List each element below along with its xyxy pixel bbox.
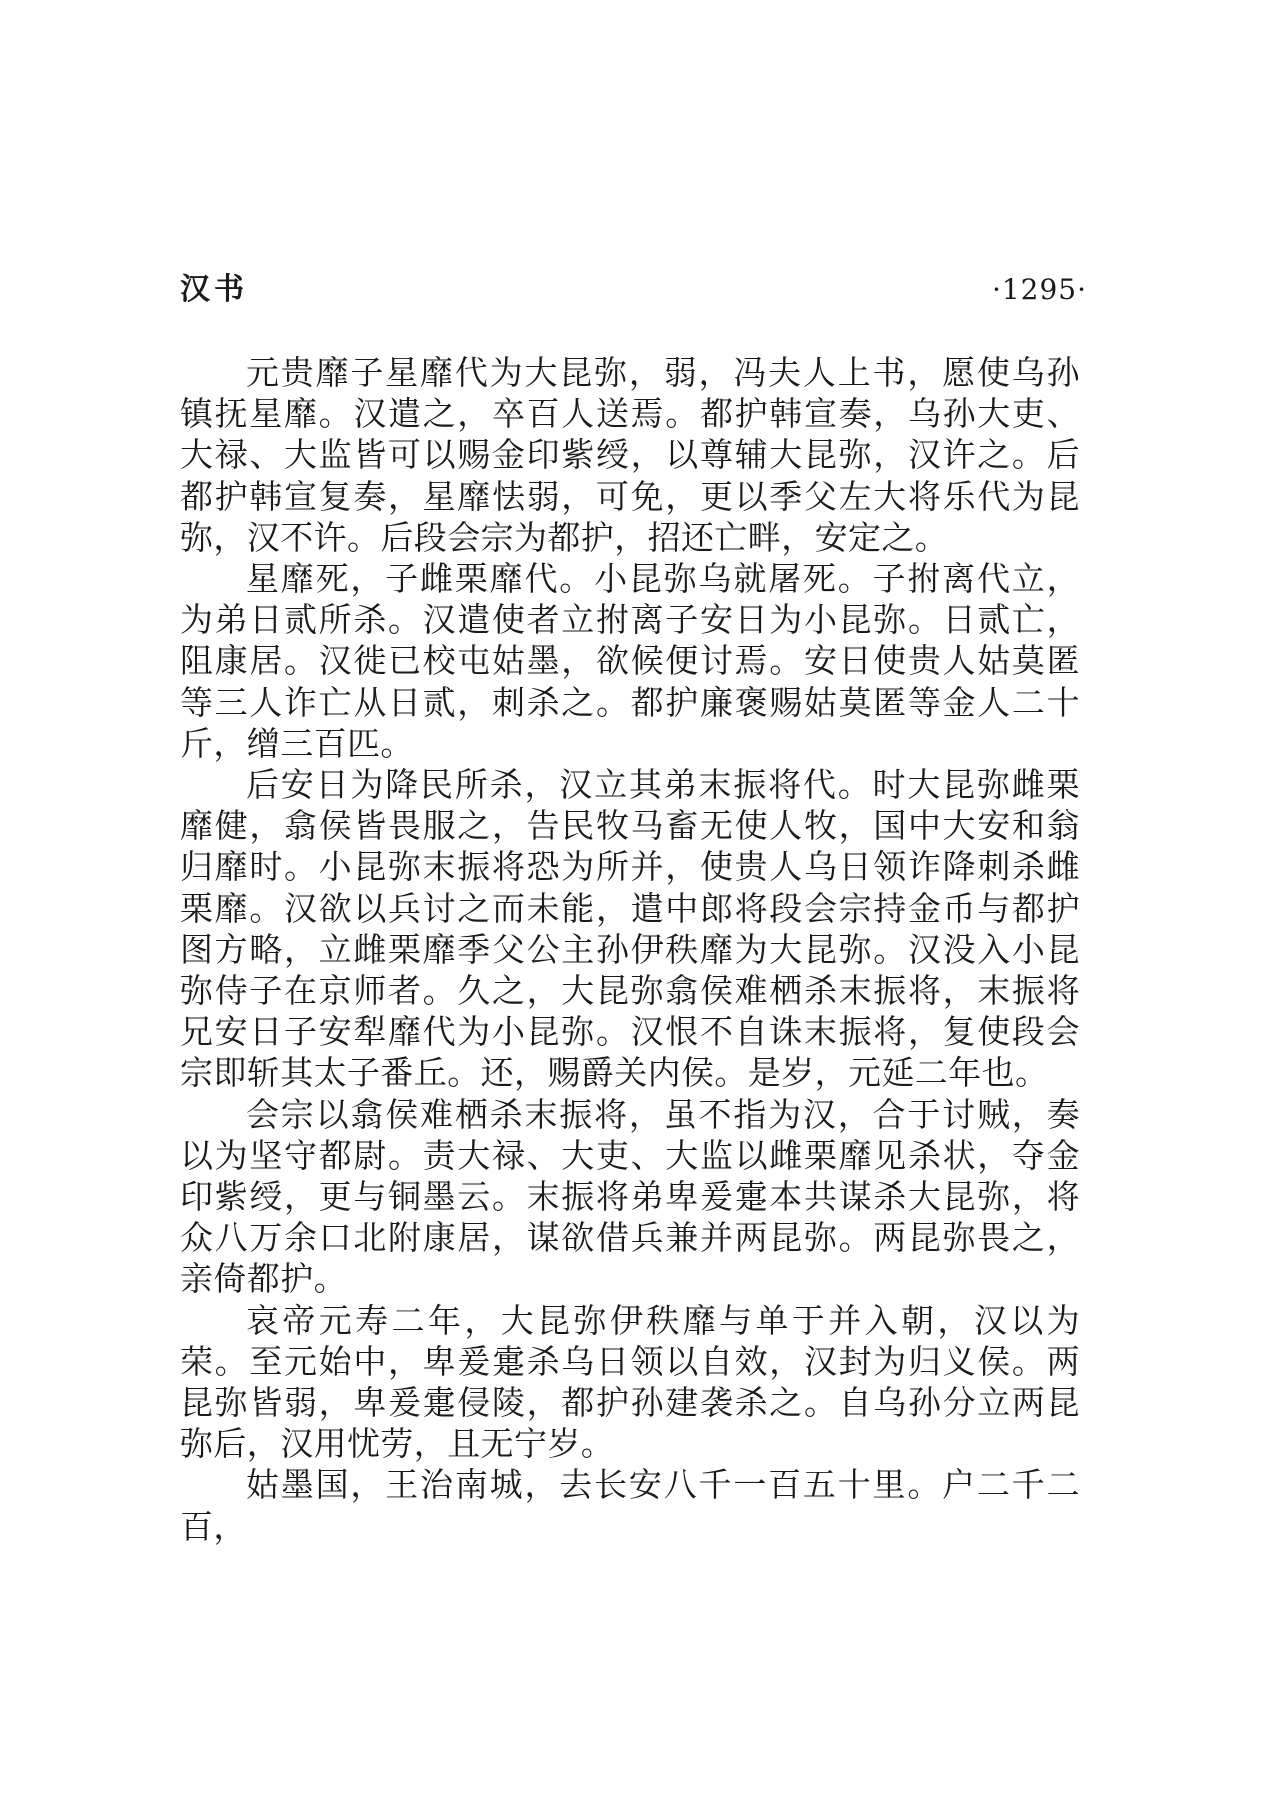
paragraph: 姑墨国，王治南城，去长安八千一百五十里。户二千二百， [180,1465,1080,1546]
paragraph: 星靡死，子雌栗靡代。小昆弥乌就屠死。子拊离代立，为弟日贰所杀。汉遣使者立拊离子安日为小昆弥。日贰亡，阻康居。汉徙已校屯姑墨，欲候便讨焉。安日使贵人姑莫匿等三人诈亡从日贰，刺杀之。都护廉褒赐姑莫匿等金人二十斤，缯三百匹。 [180,559,1080,763]
paragraph: 元贵靡子星靡代为大昆弥，弱，冯夫人上书，愿使乌孙镇抚星靡。汉遣之，卒百人送焉。都护韩宣奏，乌孙大吏、大禄、大监皆可以赐金印紫绶，以尊辅大昆弥，汉许之。后都护韩宣复奏，星靡怯弱，可免，更以季父左大将乐代为昆弥，汉不许。后段会宗为都护，招还亡畔，安定之。 [180,353,1080,557]
paragraph: 会宗以翕侯难栖杀末振将，虽不指为汉，合于讨贼，奏以为坚守都尉。责大禄、大吏、大监以雌栗靡见杀状，夺金印紫绶，更与铜墨云。末振将弟卑爰疐本共谋杀大昆弥，将众八万余口北附康居，谋欲借兵兼并两昆弥。两昆弥畏之，亲倚都护。 [180,1094,1080,1299]
running-header [180,270,1087,310]
paragraph: 哀帝元寿二年，大昆弥伊秩靡与单于并入朝，汉以为荣。至元始中，卑爰疐杀乌日领以自效，汉封为归义侯。两昆弥皆弱，卑爰疐侵陵，都护孙建袭杀之。自乌孙分立两昆弥后，汉用忧劳，且无宁岁。 [180,1300,1080,1464]
text-body [180,352,1080,1547]
paragraph: 后安日为降民所杀，汉立其弟末振将代。时大昆弥雌栗靡健，翕侯皆畏服之，告民牧马畜无使人牧，国中大安和翁归靡时。小昆弥末振将恐为所并，使贵人乌日领诈降刺杀雌栗靡。汉欲以兵讨之而未能，遣中郎将段会宗持金币与都护图方略，立雌栗靡季父公主孙伊秩靡为大昆弥。汉没入小昆弥侍子在京师者。久之，大昆弥翕侯难栖杀末振将，末振将兄安日子安犁靡代为小昆弥。汉恨不自诛末振将，复使段会宗即斩其太子番丘。还，赐爵关内侯。是岁，元延二年也。 [180,765,1080,1093]
book-title: 汉书 [180,272,248,307]
page-number: ·1295· [991,273,1087,306]
